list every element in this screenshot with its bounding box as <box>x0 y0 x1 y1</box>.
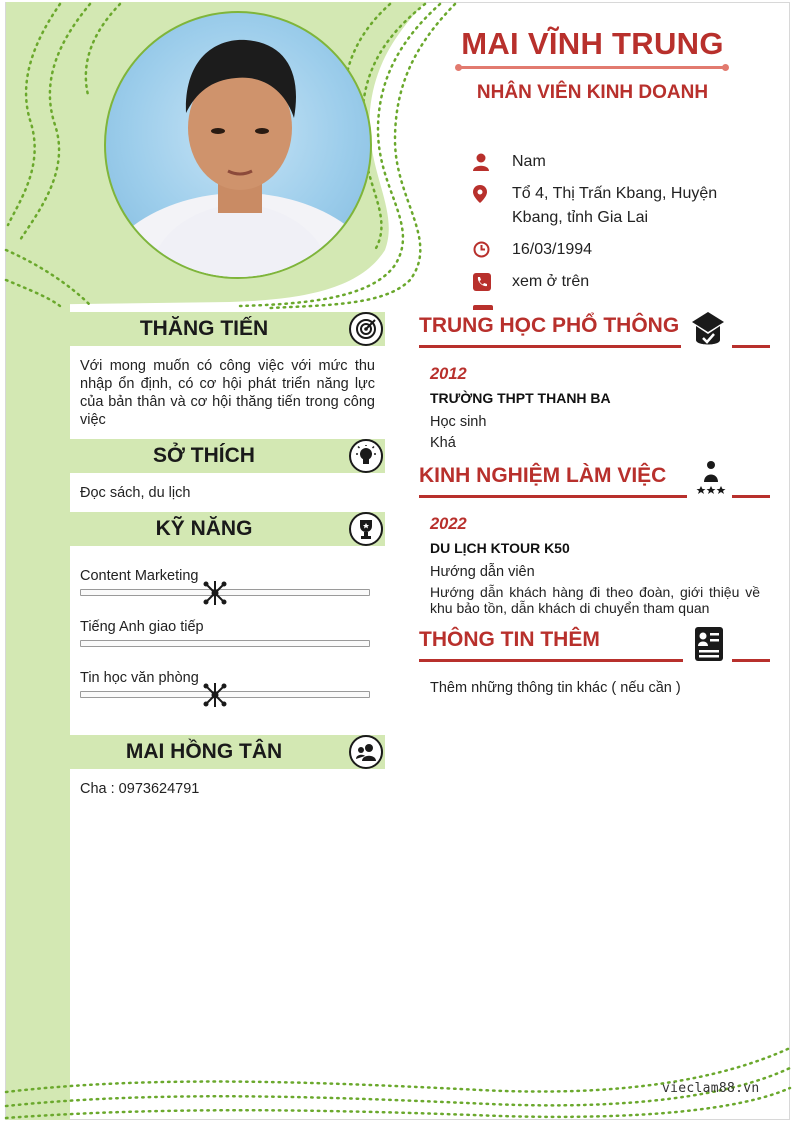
person-portrait-icon <box>106 13 372 279</box>
hobbies-box <box>70 474 385 511</box>
education-school: TRƯỜNG THPT THANH BA <box>430 390 611 406</box>
reference-title: MAI HỒNG TÂN <box>125 740 283 763</box>
target-icon <box>349 312 383 346</box>
graduation-icon <box>691 310 725 350</box>
contact-phone <box>470 270 770 294</box>
phone-value: xem ở trên <box>512 273 590 290</box>
hobbies-section-header <box>70 439 385 473</box>
map-pin-icon <box>473 185 487 203</box>
job-title: NHÂN VIÊN KINH DOANH <box>476 82 709 103</box>
skill-label: Content Marketing <box>80 568 199 584</box>
section-underline-right <box>732 659 770 662</box>
lightbulb-icon <box>349 439 383 473</box>
star-person-icon <box>694 460 728 500</box>
reference-text: Cha : 0973624791 <box>80 781 200 797</box>
skills-section-header <box>70 512 385 546</box>
hobbies-text: Đọc sách, du lịch <box>80 485 191 501</box>
email-value <box>512 302 770 310</box>
birthday-value: 16/03/1994 <box>512 241 593 258</box>
education-grade: Khá <box>430 435 456 451</box>
skill-item-english <box>80 619 372 635</box>
skill-label: Tiếng Anh giao tiếp <box>80 619 204 635</box>
education-section-header <box>419 310 770 352</box>
experience-title: KINH NGHIỆM LÀM VIỆC <box>419 464 667 487</box>
skill-bar <box>80 640 370 647</box>
skill-item-content-marketing <box>80 568 372 584</box>
extra-section-header <box>419 624 770 666</box>
name-underline <box>458 66 726 69</box>
trophy-icon <box>349 512 383 546</box>
experience-year: 2022 <box>430 515 467 533</box>
education-year: 2012 <box>430 365 467 383</box>
experience-position: Hướng dẫn viên <box>430 564 535 580</box>
skills-title: KỸ NĂNG <box>155 517 253 540</box>
hobbies-title: SỞ THÍCH <box>153 444 255 467</box>
skill-marker-icon <box>201 579 229 607</box>
skill-label: Tin học văn phòng <box>80 670 199 686</box>
clock-icon <box>473 241 490 258</box>
address-value: Tổ 4, Thị Trấn Kbang, Huyện Kbang, tỉnh Gia Lai <box>512 185 718 226</box>
goal-title: THĂNG TIẾN <box>139 317 269 340</box>
section-underline <box>419 495 687 498</box>
candidate-name: MAI VĨNH TRUNG <box>461 26 724 61</box>
education-title: TRUNG HỌC PHỔ THÔNG <box>419 314 680 337</box>
skill-marker-icon <box>201 681 229 709</box>
section-underline-right <box>732 345 770 348</box>
education-role: Học sinh <box>430 414 487 430</box>
gender-value: Nam <box>512 153 546 170</box>
goal-box <box>70 347 385 438</box>
experience-description: Hướng dẫn khách hàng đi theo đoàn, giới thiệu về khu bảo tồn, dẫn khách di chuyển tham quan <box>430 584 760 616</box>
section-underline-right <box>732 495 770 498</box>
watermark: vieclam88.vn <box>662 1081 760 1096</box>
contact-gender <box>470 150 770 174</box>
section-underline <box>419 659 683 662</box>
skill-item-office <box>80 670 372 686</box>
extra-text: Thêm những thông tin khác ( nếu cần ) <box>430 680 681 696</box>
experience-section-header <box>419 460 770 502</box>
goal-text: Với mong muốn có công việc với mức thu nhập ổn định, có cơ hội phát triển năng lực của bản thân và cơ hội thăng tiến trong công việc <box>80 358 375 428</box>
goal-section-header <box>70 312 385 346</box>
id-card-icon <box>692 624 726 664</box>
profile-photo <box>104 11 372 279</box>
contact-birthday <box>470 238 770 262</box>
reference-box <box>70 770 385 808</box>
contact-email-clipped <box>470 302 770 310</box>
user-icon <box>473 153 489 171</box>
reference-section-header <box>70 735 385 769</box>
phone-icon <box>473 273 491 291</box>
extra-title: THÔNG TIN THÊM <box>419 628 600 651</box>
experience-company: DU LỊCH KTOUR K50 <box>430 540 570 556</box>
section-underline <box>419 345 681 348</box>
contact-address <box>470 182 770 230</box>
people-icon <box>349 735 383 769</box>
